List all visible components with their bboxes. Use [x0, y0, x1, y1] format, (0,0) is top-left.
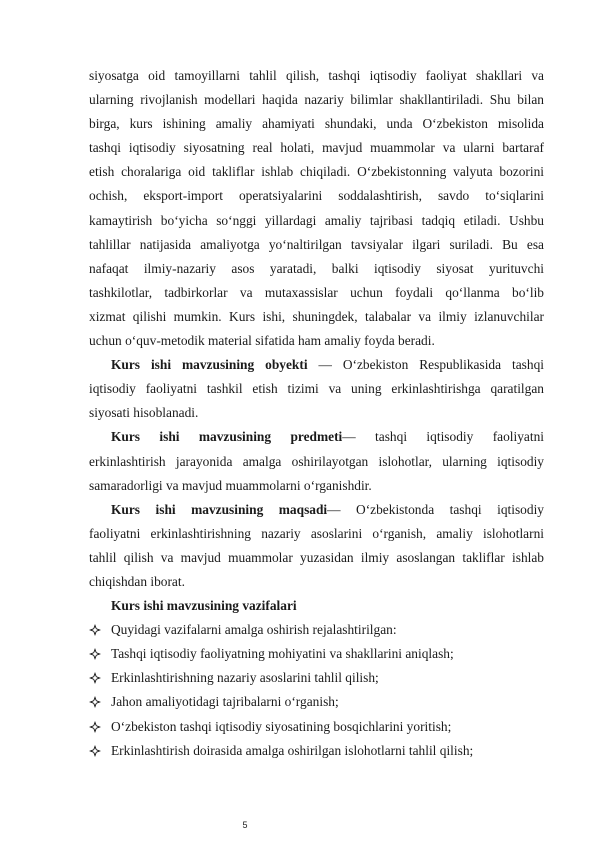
diamond-bullet-icon	[89, 721, 111, 733]
subject-line-2: erkinlashtirish jarayonida amalga oshirilayotgan islohotlar, ularning iqtisodiy	[89, 453, 544, 469]
subject-label: Kurs ishi mavzusining predmeti	[111, 429, 343, 445]
paragraph-line: kamaytirish bo‘yicha so‘nggi yillardagi amaliy tajribasi tadqiq etiladi. Ushbu	[89, 212, 544, 228]
paragraph-line: birga, kurs ishining amaliy ahamiyati shundaki, unda O‘zbekiston misolida	[89, 116, 544, 132]
paragraph-line: tahlillar natijasida amaliyotga yo‘naltirilgan tavsiyalar ilgari suriladi. Bu esa	[89, 236, 544, 252]
object-label: Kurs ishi mavzusining obyekti	[111, 357, 308, 373]
paragraph-line: etish choralariga oid takliflar ishlab chiqiladi. O‘zbekistonning valyuta bozorini	[89, 164, 544, 180]
subject-text: — tashqi iqtisodiy faoliyatni	[342, 429, 545, 445]
goal-label: Kurs ishi mavzusining maqsadi	[111, 501, 328, 517]
object-line-2: iqtisodiy faoliyatni tashkil etish tizimi va uning erkinlashtirishga qaratilgan	[89, 381, 544, 397]
paragraph-line: xizmat qilishi mumkin. Kurs ishi, shuningdek, talabalar va ilmiy izlanuvchilar	[89, 308, 544, 324]
diamond-bullet-icon	[89, 672, 111, 684]
document-page	[89, 64, 544, 763]
goal-line-3: tahlil qilish va mavjud muammolar yuzasidan ilmiy asoslangan takliflar ishlab	[89, 549, 544, 565]
diamond-bullet-icon	[89, 696, 111, 708]
task-item-text: Erkinlashtirish doirasida amalga oshirilgan islohotlarni tahlil qilish;	[111, 742, 474, 758]
intro-paragraph	[89, 64, 544, 353]
subject-line-3: samaradorligi va mavjud muammolarni o‘rganishdir.	[89, 477, 372, 493]
task-item-text: O‘zbekiston tashqi iqtisodiy siyosatining bosqichlarini yoritish;	[111, 718, 452, 734]
goal-paragraph	[89, 498, 544, 594]
paragraph-line: tashqi iqtisodiy siyosatning real holati, mavjud muammolar va ularni bartaraf	[89, 140, 544, 156]
task-item	[89, 618, 544, 642]
tasks-section	[89, 594, 544, 763]
paragraph-line: nafaqat ilmiy-nazariy asos yaratadi, balki iqtisodiy siyosat yurituvchi	[89, 260, 544, 276]
task-item-text: Erkinlashtirishning nazariy asoslarini tahlil qilish;	[111, 670, 379, 686]
paragraph-line: ularning rivojlanish modellari haqida nazariy bilimlar shakllantiriladi. Shu bilan	[89, 92, 544, 108]
task-item	[89, 690, 544, 714]
goal-text: — O‘zbekistonda tashqi iqtisodiy	[327, 501, 544, 517]
task-item	[89, 715, 544, 739]
goal-line-2: faoliyatni erkinlashtirishning nazariy asoslarini o‘rganish, amaliy islohotlarni	[89, 525, 544, 541]
task-item-text: Quyidagi vazifalarni amalga oshirish rejalashtirilgan:	[111, 622, 397, 638]
task-item-text: Tashqi iqtisodiy faoliyatning mohiyatini va shakllarini aniqlash;	[111, 646, 454, 662]
object-text: — O‘zbekiston Respublikasida tashqi	[307, 357, 544, 373]
diamond-bullet-icon	[89, 745, 111, 757]
object-line-1	[89, 353, 544, 377]
task-item	[89, 666, 544, 690]
subject-line-1	[89, 425, 544, 449]
subject-paragraph	[89, 425, 544, 497]
page-number: 5	[242, 820, 248, 830]
paragraph-line: tashkilotlar, tadbirkorlar va mutaxassislar uchun foydali qo‘llanma bo‘lib	[89, 284, 544, 300]
task-item	[89, 642, 544, 666]
diamond-bullet-icon	[89, 624, 111, 636]
goal-line-1	[89, 498, 544, 522]
object-line-3: siyosati hisoblanadi.	[89, 405, 199, 421]
task-item-text: Jahon amaliyotidagi tajribalarni o‘rganish;	[111, 694, 339, 710]
task-item	[89, 739, 544, 763]
paragraph-line: siyosatga oid tamoyillarni tahlil qilish, tashqi iqtisodiy faoliyat shakllari va	[89, 68, 544, 83]
diamond-bullet-icon	[89, 648, 111, 660]
paragraph-line: uchun o‘quv-metodik material sifatida ham amaliy foyda beradi.	[89, 333, 435, 349]
goal-line-4: chiqishdan iborat.	[89, 573, 185, 589]
tasks-heading: Kurs ishi mavzusining vazifalari	[111, 598, 297, 614]
object-paragraph	[89, 353, 544, 425]
paragraph-line: ochish, eksport-import operatsiyalarini soddalashtirish, savdo to‘siqlarini	[89, 188, 544, 204]
